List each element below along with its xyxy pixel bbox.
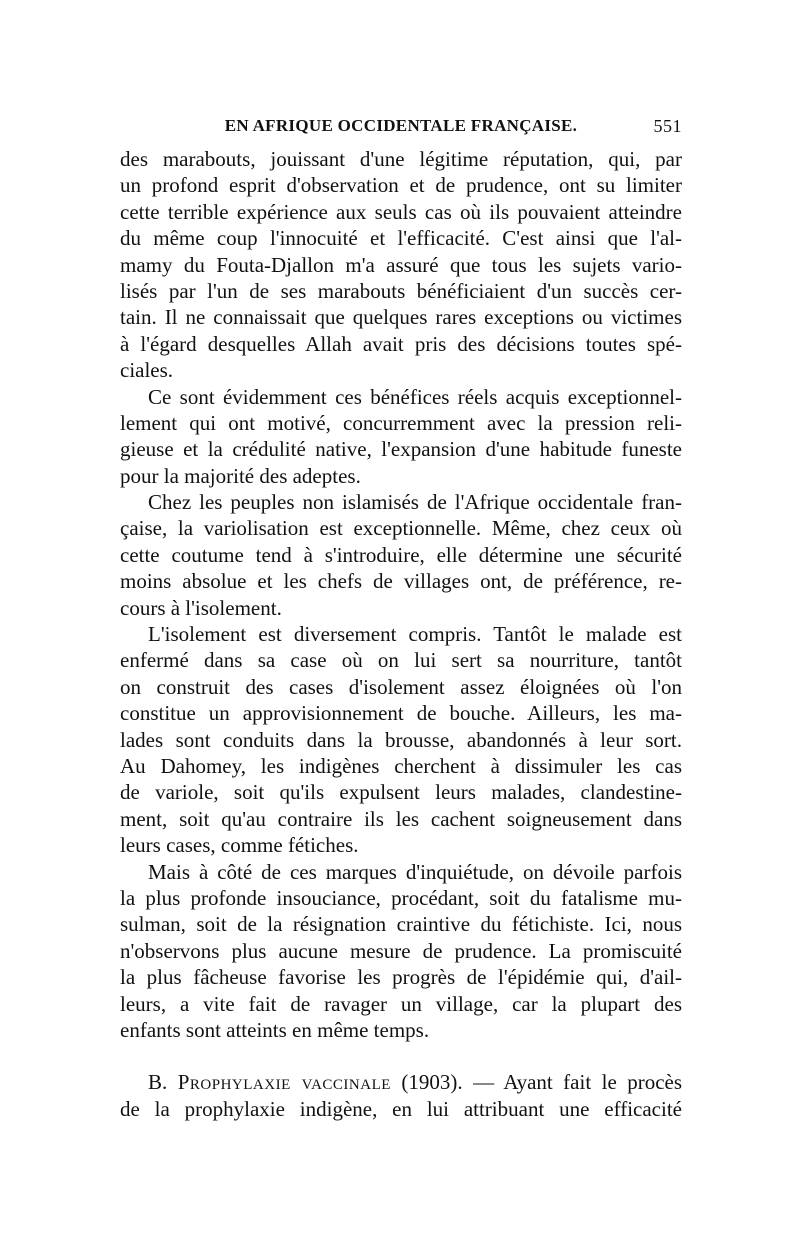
text-line: la plus profonde insouciance, procédant, soit du fatalisme mu- xyxy=(120,885,682,910)
text-line: du même coup l'innocuité et l'efficacité. C'est ainsi que l'al- xyxy=(120,226,682,251)
section-line-rest: — Ayant fait le procès xyxy=(473,1070,683,1095)
text-line: cette coutume tend à s'introduire, elle détermine une sécurité xyxy=(120,542,682,567)
text-line: de variole, soit qu'ils expulsent leurs malades, clandestine- xyxy=(120,780,682,805)
section-label: B. xyxy=(148,1070,168,1095)
section-year: (1903). xyxy=(401,1070,463,1095)
text-line: lisés par l'un de ses marabouts bénéficiaient d'un succès cer- xyxy=(120,278,682,303)
paragraph xyxy=(120,621,682,859)
text-line: pour la majorité des adeptes. xyxy=(120,463,361,488)
text-line: de la prophylaxie indigène, en lui attribuant une efficacité xyxy=(120,1096,682,1121)
paragraph xyxy=(120,859,682,1044)
text-line: Chez les peuples non islamisés de l'Afrique occidentale fran- xyxy=(148,490,682,515)
page-number: 551 xyxy=(653,116,682,136)
text-line: L'isolement est diversement compris. Tantôt le malade est xyxy=(148,622,682,647)
paragraph xyxy=(120,384,682,490)
text-line: la plus fâcheuse favorise les progrès de l'épidémie qui, d'ail- xyxy=(120,965,682,990)
section-heading-line xyxy=(120,1069,682,1095)
section-gap xyxy=(120,1043,682,1069)
section-heading: Prophylaxie vaccinale xyxy=(177,1070,391,1095)
text-line: on construit des cases d'isolement assez éloignées où l'on xyxy=(120,674,682,699)
running-head xyxy=(120,116,682,140)
section-b xyxy=(120,1069,682,1122)
running-title: EN AFRIQUE OCCIDENTALE FRANÇAISE. xyxy=(224,116,578,135)
text-line: un profond esprit d'observation et de prudence, ont su limiter xyxy=(120,173,682,198)
text-line: n'observons plus aucune mesure de prudence. La promiscuité xyxy=(120,938,682,963)
text-line: leurs, a vite fait de ravager un village, car la plupart des xyxy=(120,991,682,1016)
text-line: enfants sont atteints en même temps. xyxy=(120,1017,430,1042)
text-line: sulman, soit de la résignation craintive du fétichiste. Ici, nous xyxy=(120,912,682,937)
text-line: enfermé dans sa case où on lui sert sa nourriture, tantôt xyxy=(120,648,682,673)
text-line: tain. Il ne connaissait que quelques rares exceptions ou victimes xyxy=(120,305,682,330)
text-line: lement qui ont motivé, concurremment avec la pression reli- xyxy=(120,410,682,435)
text-line: Au Dahomey, les indigènes cherchent à dissimuler les cas xyxy=(120,753,682,778)
text-line: cours à l'isolement. xyxy=(120,595,282,620)
text-line: moins absolue et les chefs de villages ont, de préférence, re- xyxy=(120,569,682,594)
text-line: çaise, la variolisation est exceptionnelle. Même, chez ceux où xyxy=(120,516,682,541)
text-line: Ce sont évidemment ces bénéfices réels acquis exceptionnel- xyxy=(148,384,682,409)
text-line: lades sont conduits dans la brousse, abandonnés à leur sort. xyxy=(120,727,682,752)
text-line: cette terrible expérience aux seuls cas où ils pouvaient atteindre xyxy=(120,199,682,224)
paragraph xyxy=(120,146,682,384)
text-line: Mais à côté de ces marques d'inquiétude, on dévoile parfois xyxy=(148,859,682,884)
text-line: ciales. xyxy=(120,358,174,383)
body-text xyxy=(120,146,682,1122)
text-line: mamy du Fouta-Djallon m'a assuré que tous les sujets vario- xyxy=(120,252,682,277)
paragraph xyxy=(120,489,682,621)
text-line: des marabouts, jouissant d'une légitime réputation, qui, par xyxy=(120,147,682,171)
text-line: constitue un approvisionnement de bouche. Ailleurs, les ma- xyxy=(120,701,682,726)
text-line: ment, soit qu'au contraire ils les cachent soigneusement dans xyxy=(120,806,682,831)
text-line: gieuse et la crédulité native, l'expansion d'une habitude funeste xyxy=(120,437,682,462)
text-line: à l'égard desquelles Allah avait pris des décisions toutes spé- xyxy=(120,331,682,356)
text-line: leurs cases, comme fétiches. xyxy=(120,833,359,858)
